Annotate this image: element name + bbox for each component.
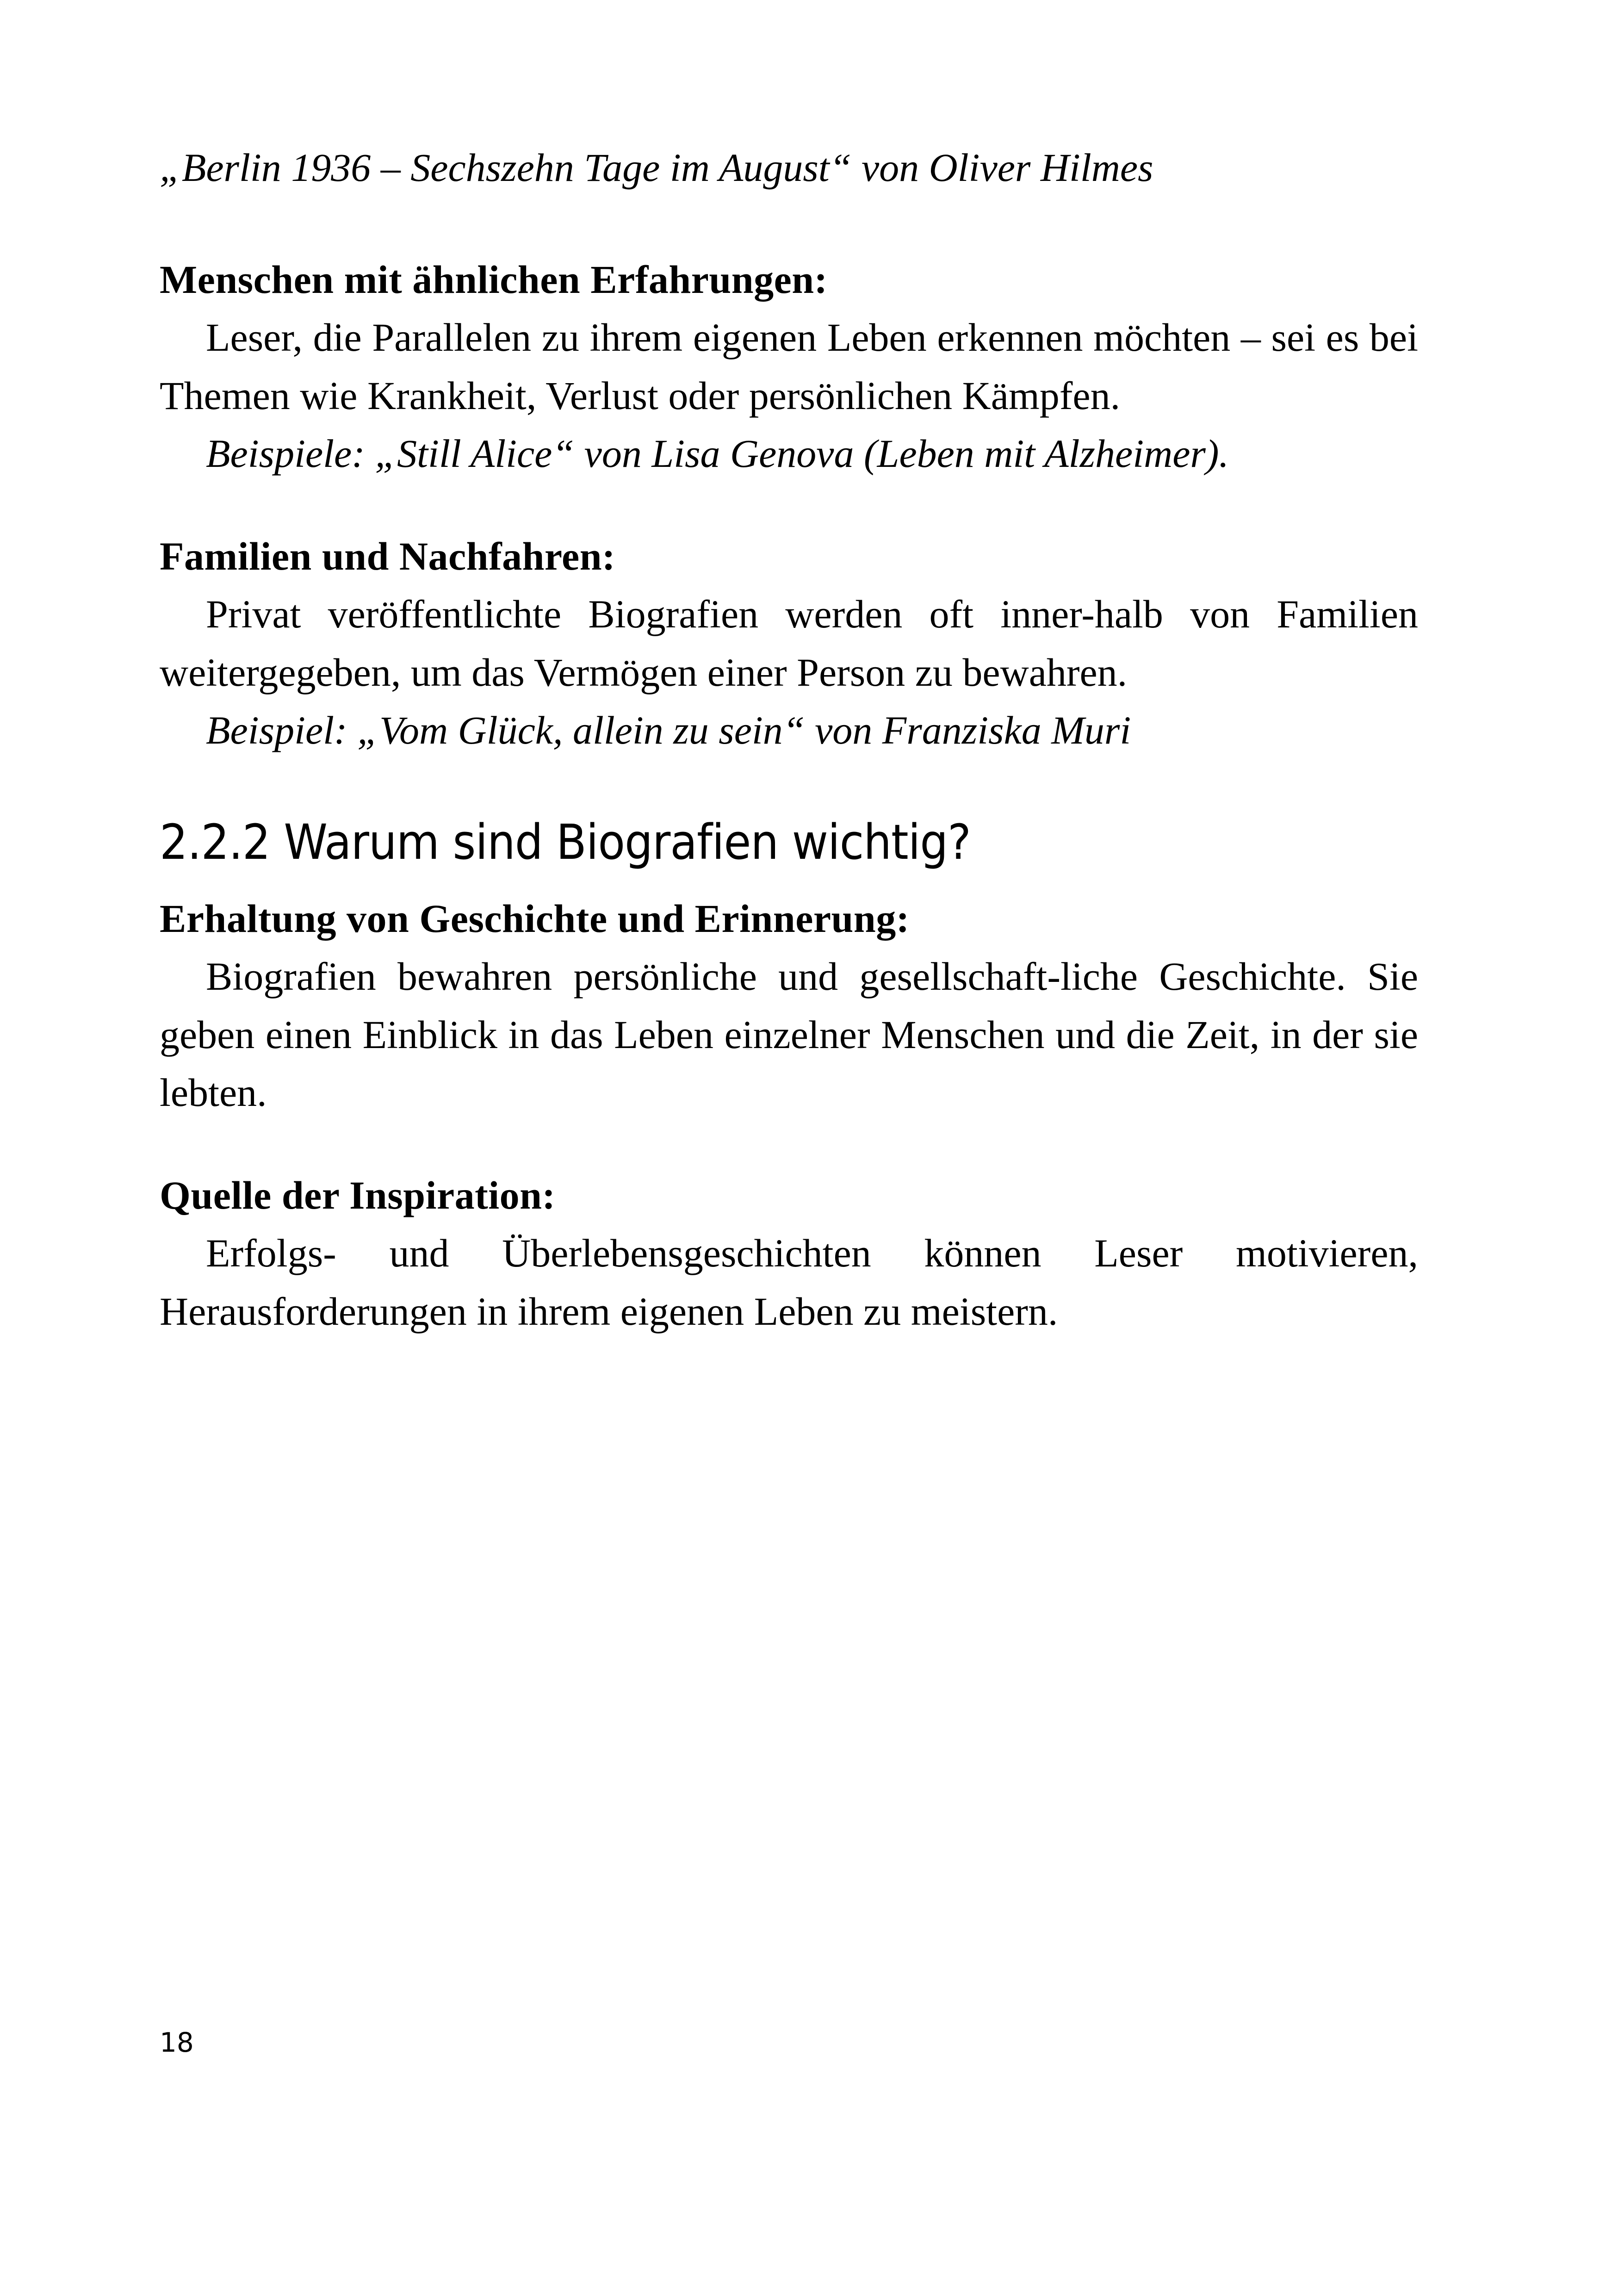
heading-menschen-mit-aehnlichen-erfahrungen: Menschen mit ähnlichen Erfahrungen:: [160, 257, 828, 302]
paragraph-menschen: Leser, die Parallelen zu ihrem eigenen Leben erkennen möchten – sei es bei Themen wie Krankheit, Verlust oder persönlichen Kämpfen.: [160, 315, 1418, 418]
paragraph-erhaltung: Biografien bewahren persönliche und gesellschaft-liche Geschichte. Sie geben einen Einblick in das Leben einzelner Menschen und die Zeit, in der sie lebten.: [160, 954, 1418, 1115]
page-content: [160, 139, 1418, 1341]
paragraph-familien: Privat veröffentlichte Biografien werden oft inner-halb von Familien weitergegeben, um das Vermögen einer Person zu bewahren.: [160, 592, 1418, 695]
heading-familien-und-nachfahren: Familien und Nachfahren:: [160, 534, 616, 578]
paragraph-quelle: Erfolgs- und Überlebensgeschichten können Leser motivieren, Herausforderungen in ihrem eigenen Leben zu meistern.: [160, 1231, 1418, 1334]
spacer: [160, 197, 1418, 251]
page-number: 18: [160, 2027, 194, 2058]
spacer: [160, 1122, 1418, 1167]
book-reference: „Berlin 1936 – Sechszehn Tage im August“ von Oliver Hilmes: [160, 145, 1153, 190]
spacer: [160, 871, 1418, 890]
heading-erhaltung-von-geschichte-und-erinnerung: Erhaltung von Geschichte und Erinnerung:: [160, 896, 910, 941]
heading-quelle-der-inspiration: Quelle der Inspiration:: [160, 1173, 556, 1217]
example-familien: Beispiel: „Vom Glück, allein zu sein“ von Franziska Muri: [206, 708, 1131, 753]
example-menschen: Beispiele: „Still Alice“ von Lisa Genova (Leben mit Alzheimer).: [206, 431, 1229, 476]
spacer: [160, 483, 1418, 527]
section-title-2-2-2: 2.2.2 Warum sind Biografien wichtig?: [160, 813, 971, 870]
spacer: [160, 760, 1418, 813]
